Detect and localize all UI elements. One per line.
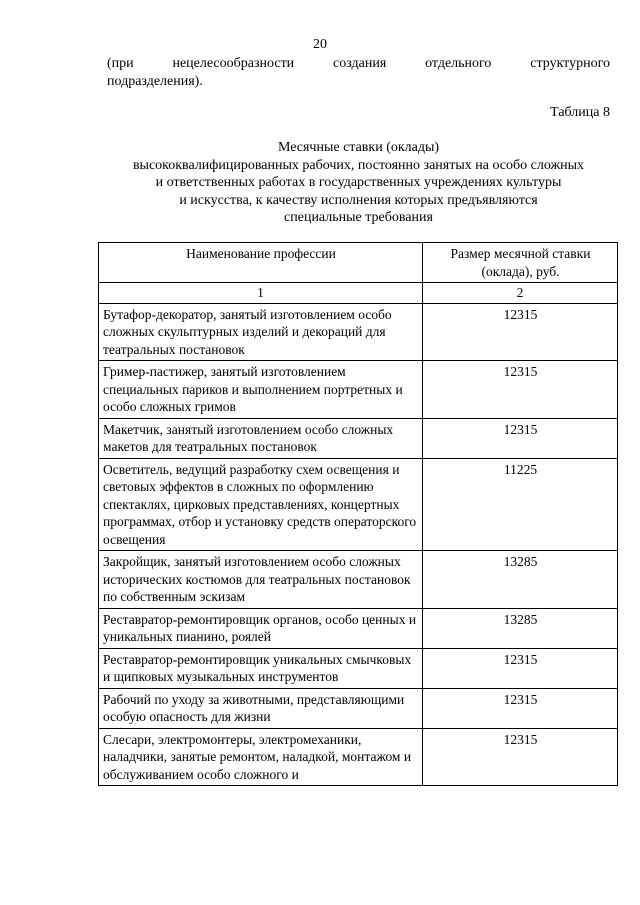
- table-caption: [107, 139, 610, 227]
- caption-line: высококвалифицированных рабочих, постоянно занятых на особо сложных: [132, 157, 585, 173]
- profession-cell: Реставратор-ремонтировщик уникальных смычковых и щипковых музыкальных инструментов: [99, 648, 423, 688]
- profession-cell: Гример-пастижер, занятый изготовлением специальных париков и выполнением портретных и особо сложных гримов: [99, 361, 423, 419]
- table-row: [99, 728, 618, 786]
- table-row: [99, 458, 618, 551]
- rates-table: [98, 242, 618, 786]
- column-number: 1: [99, 283, 423, 304]
- rate-cell: 11225: [423, 458, 618, 551]
- intro-line-1: (при нецелесообразности создания отдельного структурного: [107, 56, 610, 71]
- rate-cell: 12315: [423, 728, 618, 786]
- table-row: [99, 551, 618, 609]
- profession-cell: Рабочий по уходу за животными, представляющими особую опасность для жизни: [99, 688, 423, 728]
- profession-cell: Бутафор-декоратор, занятый изготовлением особо сложных скульптурных изделий и декораций для театральных постановок: [99, 303, 423, 361]
- rate-cell: 12315: [423, 361, 618, 419]
- profession-cell: Осветитель, ведущий разработку схем освещения и световых эффектов в сложных по оформлению спектаклях, цирковых представлениях, концертных программах, отбор и установку средств операторского освещения: [99, 458, 423, 551]
- header-rate: Размер месячной ставки (оклада), руб.: [423, 243, 618, 283]
- table-header-row: [99, 243, 618, 283]
- column-number-row: [99, 283, 618, 304]
- rate-cell: 13285: [423, 551, 618, 609]
- caption-line: и ответственных работах в государственных учреждениях культуры: [155, 175, 562, 191]
- rate-cell: 12315: [423, 648, 618, 688]
- table-row: [99, 303, 618, 361]
- table-row: [99, 688, 618, 728]
- caption-line: и искусства, к качеству исполнения которых предъявляются: [179, 192, 538, 208]
- rate-cell: 13285: [423, 608, 618, 648]
- table-label: Таблица 8: [550, 105, 610, 120]
- table-row: [99, 361, 618, 419]
- rate-cell: 12315: [423, 688, 618, 728]
- header-profession: Наименование профессии: [99, 243, 423, 283]
- table-row: [99, 608, 618, 648]
- profession-cell: Слесари, электромонтеры, электромеханики, наладчики, занятые ремонтом, наладкой, монтажом и обслуживанием особо сложного и: [99, 728, 423, 786]
- caption-line: Месячные ставки (оклады): [277, 140, 440, 155]
- column-number: 2: [423, 283, 618, 304]
- profession-cell: Макетчик, занятый изготовлением особо сложных макетов для театральных постановок: [99, 418, 423, 458]
- rate-cell: 12315: [423, 303, 618, 361]
- table-row: [99, 648, 618, 688]
- profession-cell: Реставратор-ремонтировщик органов, особо ценных и уникальных пианино, роялей: [99, 608, 423, 648]
- intro-paragraph: [107, 55, 610, 91]
- caption-line: специальные требования: [284, 210, 433, 226]
- rate-cell: 12315: [423, 418, 618, 458]
- intro-line-2: подразделения).: [107, 74, 203, 89]
- table-row: [99, 418, 618, 458]
- profession-cell: Закройщик, занятый изготовлением особо сложных исторических костюмов для театральных постановок по собственным эскизам: [99, 551, 423, 609]
- page-number: 20: [313, 37, 327, 52]
